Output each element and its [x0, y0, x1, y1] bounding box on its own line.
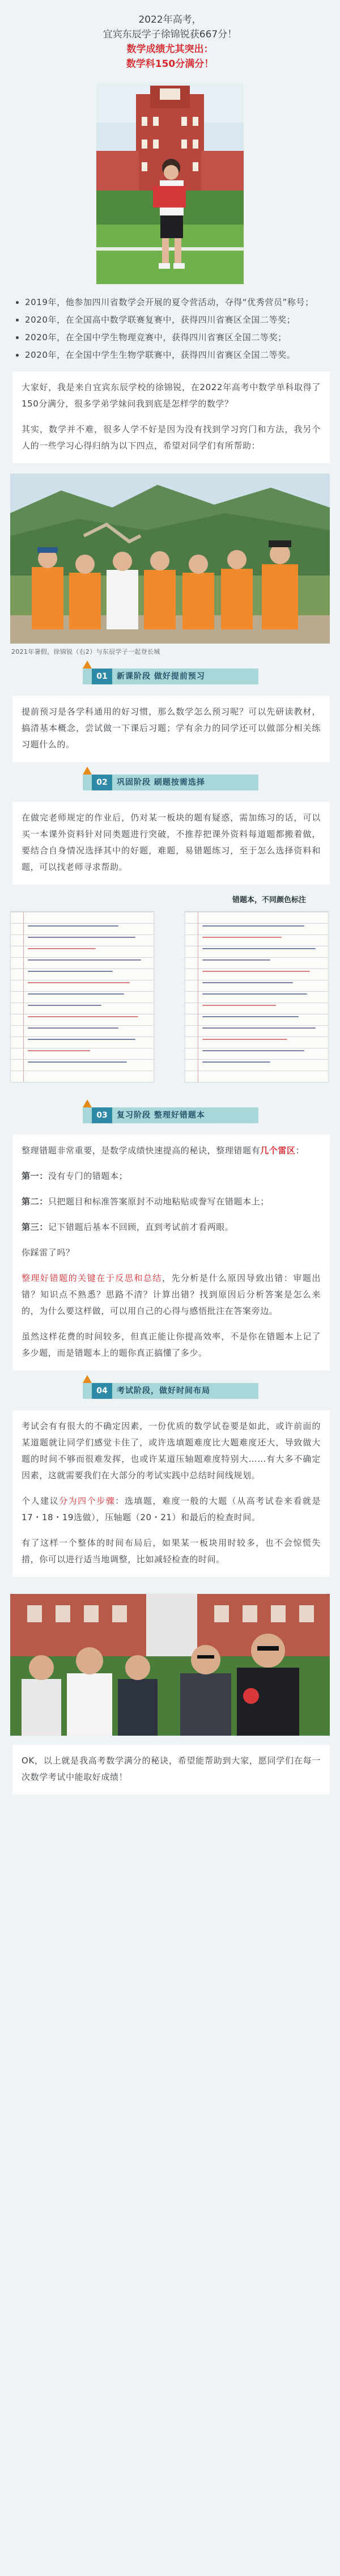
notebook-photo-left [10, 911, 154, 1082]
error-notebook-photos [0, 911, 340, 1081]
notebook-photo-right [185, 911, 329, 1082]
spark-icon [83, 767, 92, 775]
intro-paragraph: 大家好，我是来自宜宾东辰学校的徐锦锐，在2022年高考中数学单科取得了150分满分，很多学弟学妹问我到底是怎样学的数学？ [22, 382, 321, 409]
section-heading-03 [0, 1095, 340, 1131]
pitfall-1: 第一：没有专门的错题本； [22, 1171, 128, 1181]
closing-paragraph: OK，以上就是我高考数学满分的秘诀，希望能帮助到大家，愿同学们在每一次数学考试中能取好成绩！ [22, 1756, 321, 1782]
section-heading-01 [0, 656, 340, 692]
photo-caption: 2021年暑假，徐锦锐（右2）与东辰学子一起登长城 [11, 648, 160, 655]
section4-steps-paragraph: 个人建议分为四个步骤：选填题，难度一般的大题（从高考试卷来看就是17・18・19选做），压轴题（20・21）和最后的检查时间。 [22, 1496, 321, 1522]
section-title: 复习阶段 整理好错题本 [117, 1111, 205, 1120]
pitfall-2: 第二：只把题目和标准答案原封不动地粘贴或誊写在错题本上； [22, 1196, 269, 1207]
section4-paragraph: 有了这样一个整体的时间布局后，如果某一板块用时较多，也不会惊慌失措，你可以进行适当地调整，比如减轻检查的时间。 [22, 1538, 321, 1564]
section4-paragraph: 考试会有有很大的不确定因素，一份优质的数学试卷要是如此，或许前面的某道题就让同学们感觉卡住了，或许选填题难度比大题难度还大，导致做大题的时间不够而很难发挥，也或许某道压轴题难度特别大……有大多不确定因素，这就需要我们在大部分的考试实践中总结时间线规划。 [22, 1421, 321, 1481]
section-number: 02 [92, 775, 112, 790]
section-title: 考试阶段，做好时间布局 [117, 1386, 210, 1395]
spark-icon [83, 1099, 92, 1107]
student-portrait-photo [96, 83, 244, 284]
section1-text-box [12, 696, 330, 762]
achievement-list [25, 294, 324, 363]
section3-key-paragraph: 整理好错题的关键在于反思和总结，先分析是什么原因导致出错：审题出错？知识点不熟悉？思路不清？计算出错？找到原因后分析答案是怎么来的，为什么要这样做，可以用自己的心得与感悟批注在答案旁边。 [22, 1273, 321, 1316]
section-number: 03 [92, 1107, 112, 1123]
section-heading-04 [0, 1371, 340, 1407]
section-number: 01 [92, 669, 112, 684]
section-title: 巩固阶段 刷题按需选择 [117, 778, 205, 787]
section-heading-02 [0, 762, 340, 798]
spark-icon [83, 1375, 92, 1383]
achievement-item: • 2020年，在全国中学生生物学联赛中，获得四川省赛区全国二等奖。 [25, 347, 324, 363]
students-campus-photo [10, 1594, 330, 1736]
closing-text-box [12, 1745, 330, 1795]
intro-highlight-full-score: 数学科150分满分！ [126, 58, 214, 70]
section-title: 新课阶段 做好提前预习 [117, 672, 205, 681]
section3-intro: 整理错题非常重要，是数学成绩快速提高的秘诀，整理错题有几个雷区： [22, 1145, 305, 1156]
great-wall-group-photo [10, 473, 330, 644]
intro-text-box [12, 371, 330, 463]
section3-text-box [12, 1135, 330, 1371]
section4-text-box [12, 1410, 330, 1577]
section3-closing-paragraph: 虽然这样花费的时间较多，但真正能让你提高效率，不是你在错题本上记了多少题，而是错题本上的题你真正搞懂了多少。 [22, 1331, 321, 1358]
achievement-item: • 2020年，在全国中学生物理竞赛中，获得四川省赛区全国二等奖； [25, 329, 324, 346]
intro-header [0, 0, 340, 71]
intro-line-score: 宜宾东辰学子徐锦锐获667分！ [103, 29, 237, 40]
spark-icon [83, 661, 92, 669]
notebook-caption: 错题本，不同颜色标注 [232, 896, 306, 904]
intro-highlight-math: 数学成绩尤其突出： [126, 44, 214, 55]
intro-line-year: 2022年高考， [138, 14, 202, 26]
section2-paragraph: 在做完老师规定的作业后，仍对某一板块的题有疑惑，需加练习的话，可以买一本课外资料针对同类题进行突破，不推荐把课外资料每道题都搬着做，要结合自身情况选择其中的好题，难题，易错题练习，至于怎么选择资料和题，可以找老师寻求帮助。 [22, 813, 321, 872]
achievement-item: • 2020年，在全国高中数学联赛复赛中，获得四川省赛区全国二等奖； [25, 312, 324, 328]
pitfall-question: 你踩雷了吗？ [22, 1247, 75, 1258]
intro-paragraph: 其实，数学并不难，很多人学不好是因为没有找到学习窍门和方法，我另个人的一些学习心得归纳为以下四点，希望对同学们有所帮助： [22, 424, 321, 451]
achievement-item: • 2019年，他参加四川省数学会开展的夏令营活动，夺得“优秀营员”称号； [25, 294, 324, 311]
section2-text-box [12, 802, 330, 885]
section1-paragraph: 提前预习是各学科通用的好习惯，那么数学怎么预习呢？可以先研读教材，搞清基本概念，尝试做一下课后习题；学有余力的同学还可以做部分相关练习题什么的。 [22, 707, 321, 750]
pitfall-3: 第三：记下错题后基本不回顾，直到考试前才看两眼。 [22, 1222, 234, 1232]
section-number: 04 [92, 1383, 112, 1399]
